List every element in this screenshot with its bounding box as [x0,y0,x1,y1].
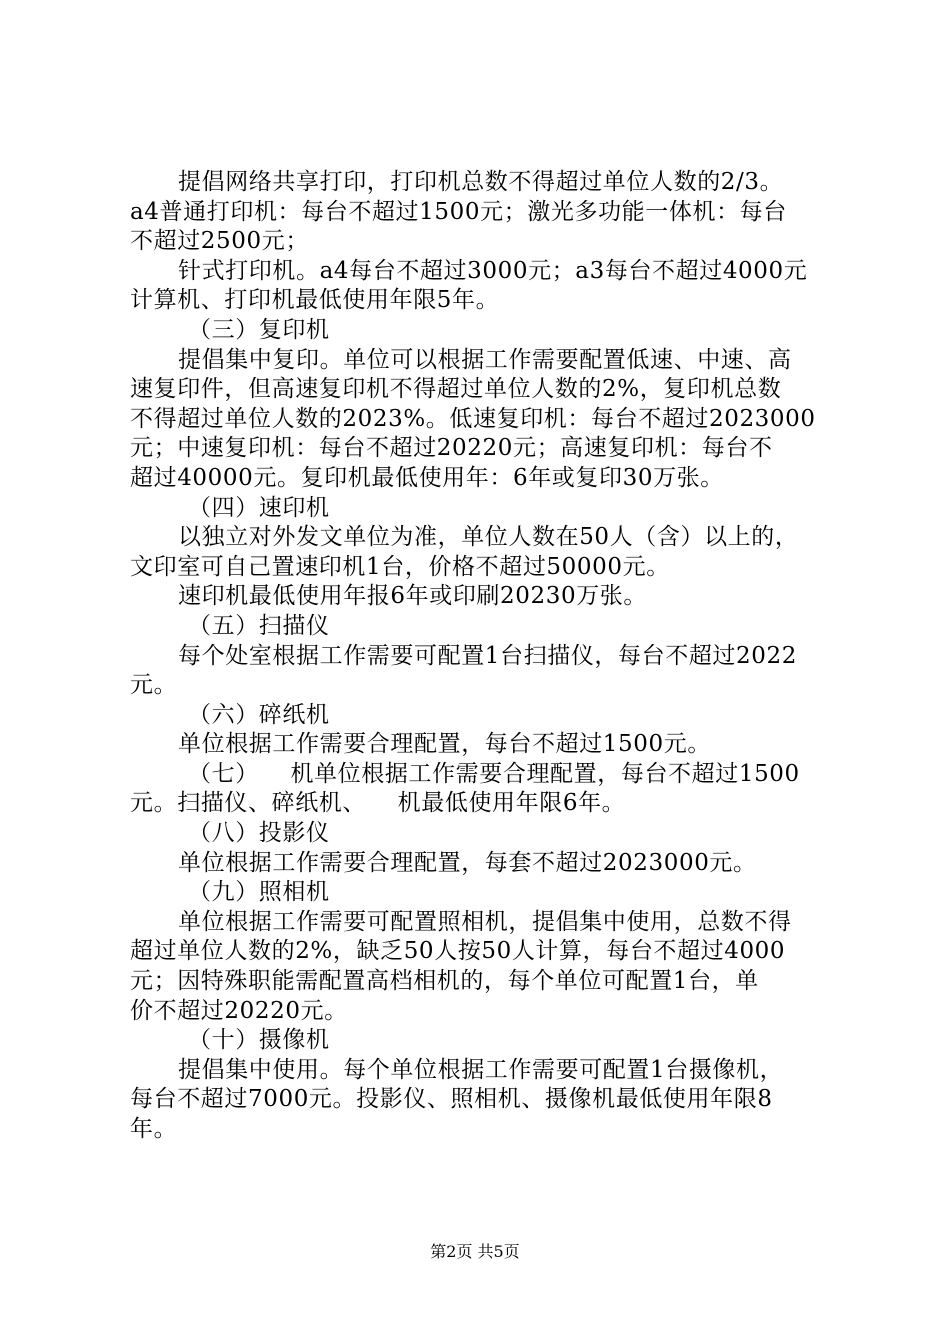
paragraph-line: 价不超过20220元。 [130,997,348,1024]
section-heading: （七） 机单位根据工作需要合理配置，每台不超过1500 [188,760,800,787]
section-heading: （九）照相机 [188,879,330,906]
paragraph-line: 不得超过单位人数的2023%。低速复印机：每台不超过2023000 [130,405,816,432]
paragraph-line: 速复印件，但高速复印机不得超过单位人数的2%，复印机总数 [130,376,782,403]
paragraph-line: 元；中速复印机：每台不超过20220元；高速复印机：每台不 [130,435,773,462]
document-body [130,168,835,1145]
paragraph-line: 每个处室根据工作需要可配置1台扫描仪，每台不超过2022 [178,642,797,669]
section-heading: （六）碎纸机 [188,701,330,728]
section-heading: （四）速印机 [188,494,330,521]
paragraph-line: 每台不超过7000元。投影仪、照相机、摄像机最低使用年限8 [130,1086,773,1113]
page-number-footer: 第2页 共5页 [430,1242,520,1261]
paragraph-line: 计算机、打印机最低使用年限5年。 [130,287,500,314]
paragraph-line: 单位根据工作需要合理配置，每台不超过1500元。 [178,731,711,758]
section-heading: （三）复印机 [188,316,330,343]
paragraph-line: 元；因特殊职能需配置高档相机的，每个单位可配置1台，单 [130,968,759,995]
paragraph-line: 元。 [130,672,178,699]
paragraph-line: 不超过2500元； [130,228,309,255]
paragraph-line: 单位根据工作需要合理配置，每套不超过2023000元。 [178,849,757,876]
section-heading: （八）投影仪 [188,820,330,847]
paragraph-line: 以独立对外发文单位为准，单位人数在50人（含）以上的， [178,524,799,551]
paragraph-line: 超过40000元。复印机最低使用年：6年或复印30万张。 [130,464,724,491]
paragraph-line: 提倡网络共享打印，打印机总数不得超过单位人数的2/3。 [178,169,784,195]
paragraph-line: a4普通打印机：每台不超过1500元；激光多功能一体机：每台 [130,198,787,225]
paragraph-line: 提倡集中复印。单位可以根据工作需要配置低速、中速、高 [178,346,792,373]
paragraph-line: 针式打印机。a4每台不超过3000元；a3每台不超过4000元 [178,257,808,284]
section-heading: （十）摄像机 [188,1027,330,1054]
section-heading: （五）扫描仪 [188,612,330,639]
paragraph-line: 速印机最低使用年报6年或印刷20230万张。 [178,583,647,610]
paragraph-line: 单位根据工作需要可配置照相机，提倡集中使用，总数不得 [178,908,792,935]
paragraph-line: 超过单位人数的2%，缺乏50人按50人计算，每台不超过4000 [130,938,786,965]
paragraph-line: 提倡集中使用。每个单位根据工作需要可配置1台摄像机， [178,1056,784,1083]
paragraph-line: 文印室可自己置速印机1台，价格不超过50000元。 [130,553,670,580]
paragraph-line: 元。扫描仪、碎纸机、 机最低使用年限6年。 [130,790,626,817]
paragraph-line: 年。 [130,1116,178,1142]
